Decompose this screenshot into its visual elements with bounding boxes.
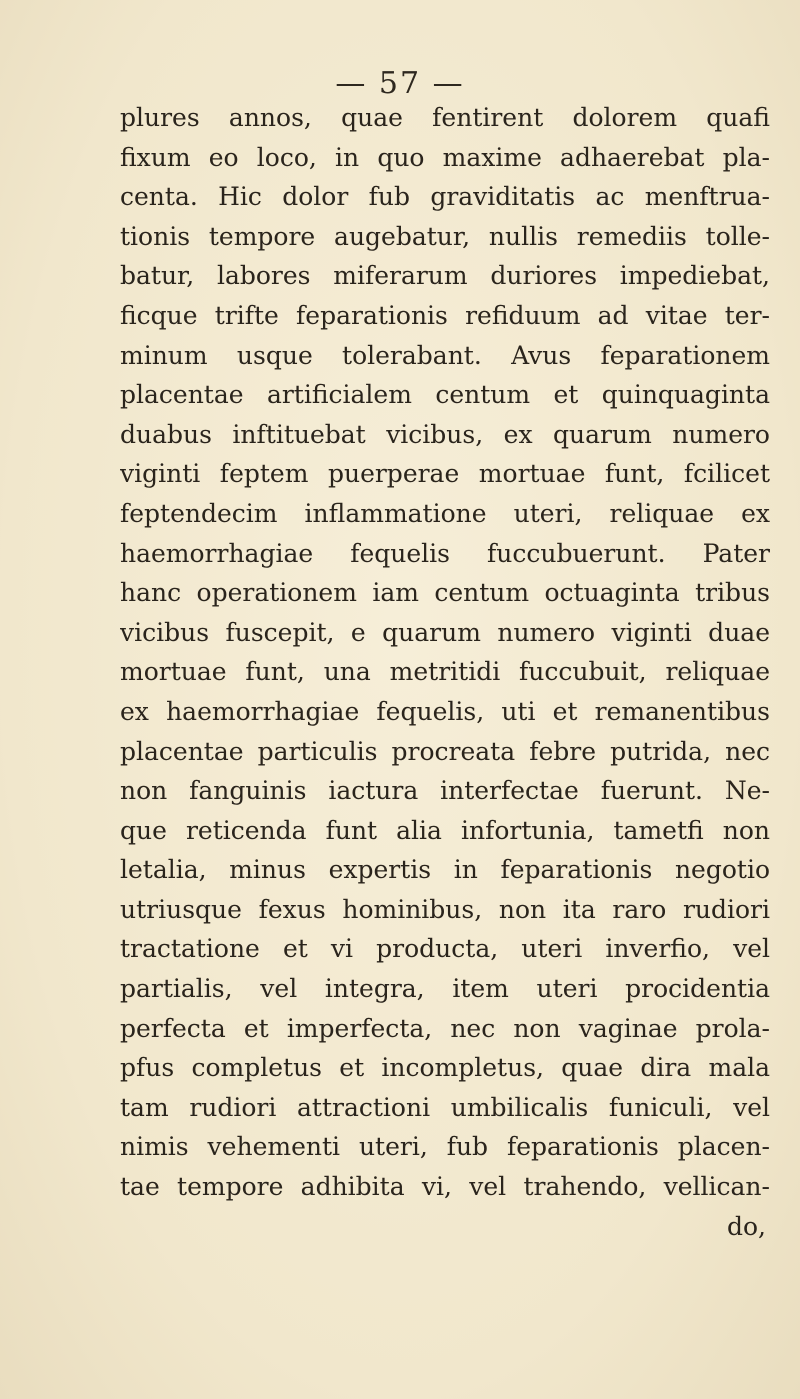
body-text	[120, 98, 770, 1246]
text-line: tionis tempore augebatur, nullis remediis tolle-	[120, 221, 770, 251]
text-line: nimis vehementi uteri, fub feparationis placen-	[120, 1132, 770, 1162]
text-line: ficque trifte feparationis refiduum ad vitae ter-	[120, 300, 770, 330]
text-line: viginti feptem puerperae mortuae funt, fcilicet	[120, 459, 770, 489]
catchword: do,	[726, 1211, 766, 1241]
text-line: que reticenda funt alia infortunia, tametfi non	[120, 815, 770, 845]
text-line: tam rudiori attractioni umbilicalis funiculi, vel	[120, 1092, 770, 1122]
text-line: letalia, minus expertis in feparationis negotio	[120, 855, 770, 885]
text-line: non fanguinis iactura interfectae fuerunt. Ne-	[120, 776, 770, 806]
text-line: fixum eo loco, in quo maxime adhaerebat pla-	[120, 142, 770, 172]
text-line: placentae artificialem centum et quinquaginta	[120, 380, 770, 410]
text-line: hanc operationem iam centum octuaginta tribus	[120, 578, 770, 608]
text-line: tractatione et vi producta, uteri inverfio, vel	[120, 934, 770, 964]
text-line: utriusque fexus hominibus, non ita raro rudiori	[120, 894, 770, 924]
text-line: centa. Hic dolor fub graviditatis ac menftrua-	[120, 182, 770, 212]
text-line: tae tempore adhibita vi, vel trahendo, vellican-	[120, 1172, 770, 1202]
text-line: mortuae funt, una metritidi fuccubuit, reliquae	[120, 657, 770, 687]
page-number-header: — 57 —	[335, 66, 465, 101]
text-line: haemorrhagiae fequelis fuccubuerunt. Pater	[120, 538, 770, 568]
text-line: partialis, vel integra, item uteri procidentia	[120, 974, 770, 1004]
text-line: perfecta et imperfecta, nec non vaginae prola-	[120, 1013, 770, 1043]
text-line: pfus completus et incompletus, quae dira mala	[120, 1053, 770, 1083]
text-line: feptendecim inflammatione uteri, reliquae ex	[120, 498, 770, 528]
text-line: ex haemorrhagiae fequelis, uti et remanentibus	[120, 696, 770, 726]
text-line: duabus inftituebat vicibus, ex quarum numero	[120, 419, 770, 449]
text-line: vicibus fuscepit, e quarum numero viginti duae	[120, 617, 770, 647]
text-line: placentae particulis procreata febre putrida, nec	[120, 736, 770, 766]
text-line: minum usque tolerabant. Avus feparationem	[120, 340, 770, 370]
text-line: plures annos, quae fentirent dolorem quafi	[120, 103, 770, 132]
text-line: batur, labores miferarum duriores impediebat,	[120, 261, 770, 291]
